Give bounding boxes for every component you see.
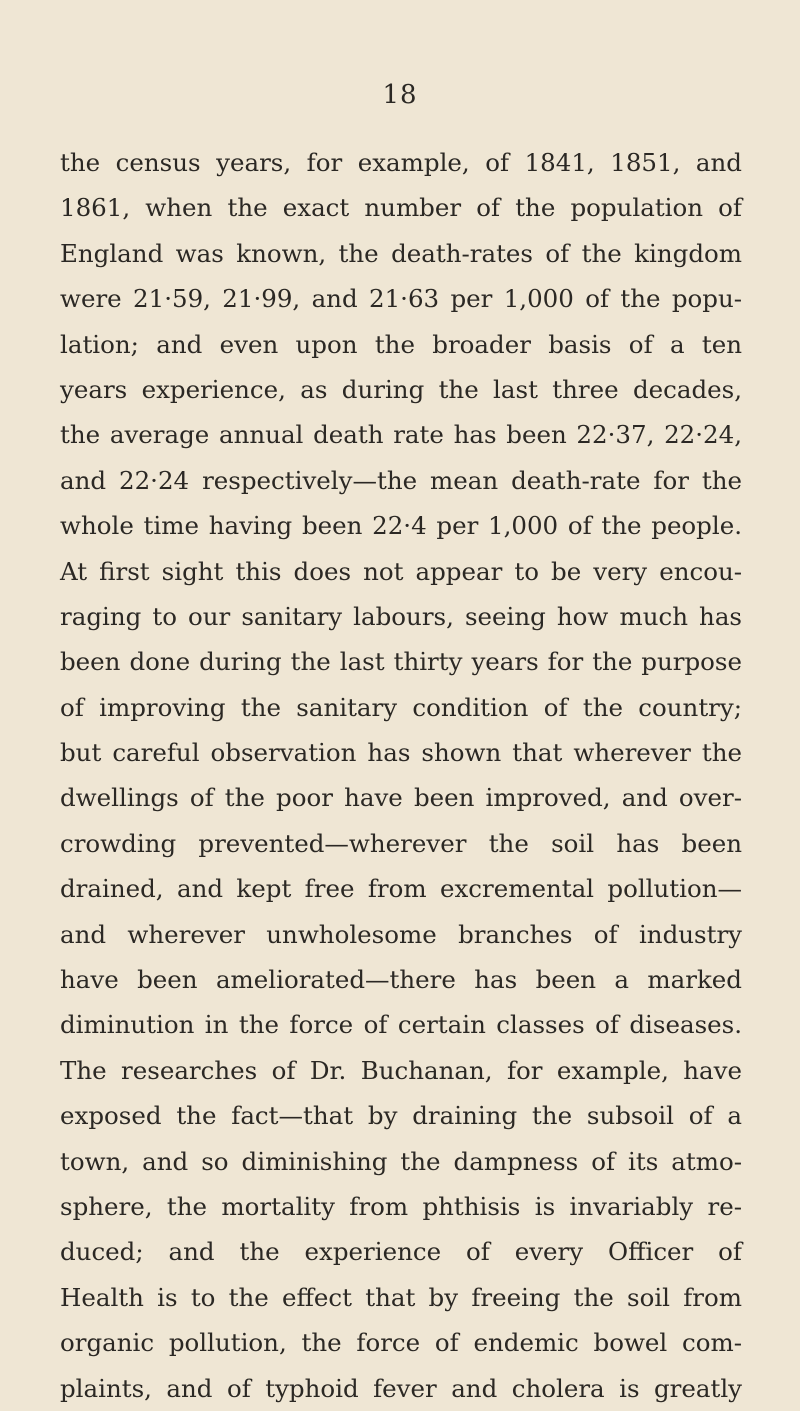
text-line: have been ameliorated—there has been a marked [60, 965, 742, 995]
text-line: the census years, for example, of 1841, 1851, and [60, 148, 742, 177]
text-line: of improving the sanitary condition of the country; [60, 692, 742, 722]
text-line: crowding prevented—wherever the soil has been [60, 828, 742, 858]
text-line: and 22·24 respectively—the mean death-rate for the [60, 465, 742, 495]
text-line: diminution in the force of certain classes of diseases. [60, 1010, 742, 1040]
text-line: duced; and the experience of every Officer of [60, 1237, 742, 1267]
text-line: The researches of Dr. Buchanan, for example, have [60, 1055, 742, 1085]
text-line: sphere, the mortality from phthisis is invariably re- [60, 1191, 742, 1221]
text-line: raging to our sanitary labours, seeing how much has [60, 601, 742, 631]
text-line: Health is to the effect that by freeing the soil from [60, 1282, 742, 1312]
page-number: 18 [382, 80, 418, 110]
text-line: years experience, as during the last three decades, [60, 374, 742, 404]
text-line: drained, and kept free from excremental pollution— [60, 874, 742, 904]
text-line: England was known, the death-rates of the kingdom [60, 238, 742, 268]
text-line: dwellings of the poor have been improved, and over- [60, 783, 742, 813]
text-line: town, and so diminishing the dampness of its atmo- [60, 1146, 742, 1176]
text-line: were 21·59, 21·99, and 21·63 per 1,000 of the popu- [60, 284, 742, 314]
text-line: whole time having been 22·4 per 1,000 of the people. [60, 511, 742, 541]
text-line: been done during the last thirty years for the purpose [60, 647, 742, 677]
text-line: lation; and even upon the broader basis of a ten [60, 329, 742, 359]
text-line: the average annual death rate has been 22·37, 22·24, [60, 420, 742, 450]
text-line: 1861, when the exact number of the population of [60, 193, 742, 223]
text-line: At first sight this does not appear to be very encou- [60, 556, 742, 586]
body-paragraph [60, 140, 742, 1411]
text-line: organic pollution, the force of endemic bowel com- [60, 1328, 742, 1358]
text-line: exposed the fact—that by draining the subsoil of a [60, 1101, 742, 1131]
text-line: but careful observation has shown that wherever the [60, 738, 742, 768]
text-line: and wherever unwholesome branches of industry [60, 919, 742, 949]
text-line: plaints, and of typhoid fever and cholera is greatly [60, 1373, 742, 1403]
